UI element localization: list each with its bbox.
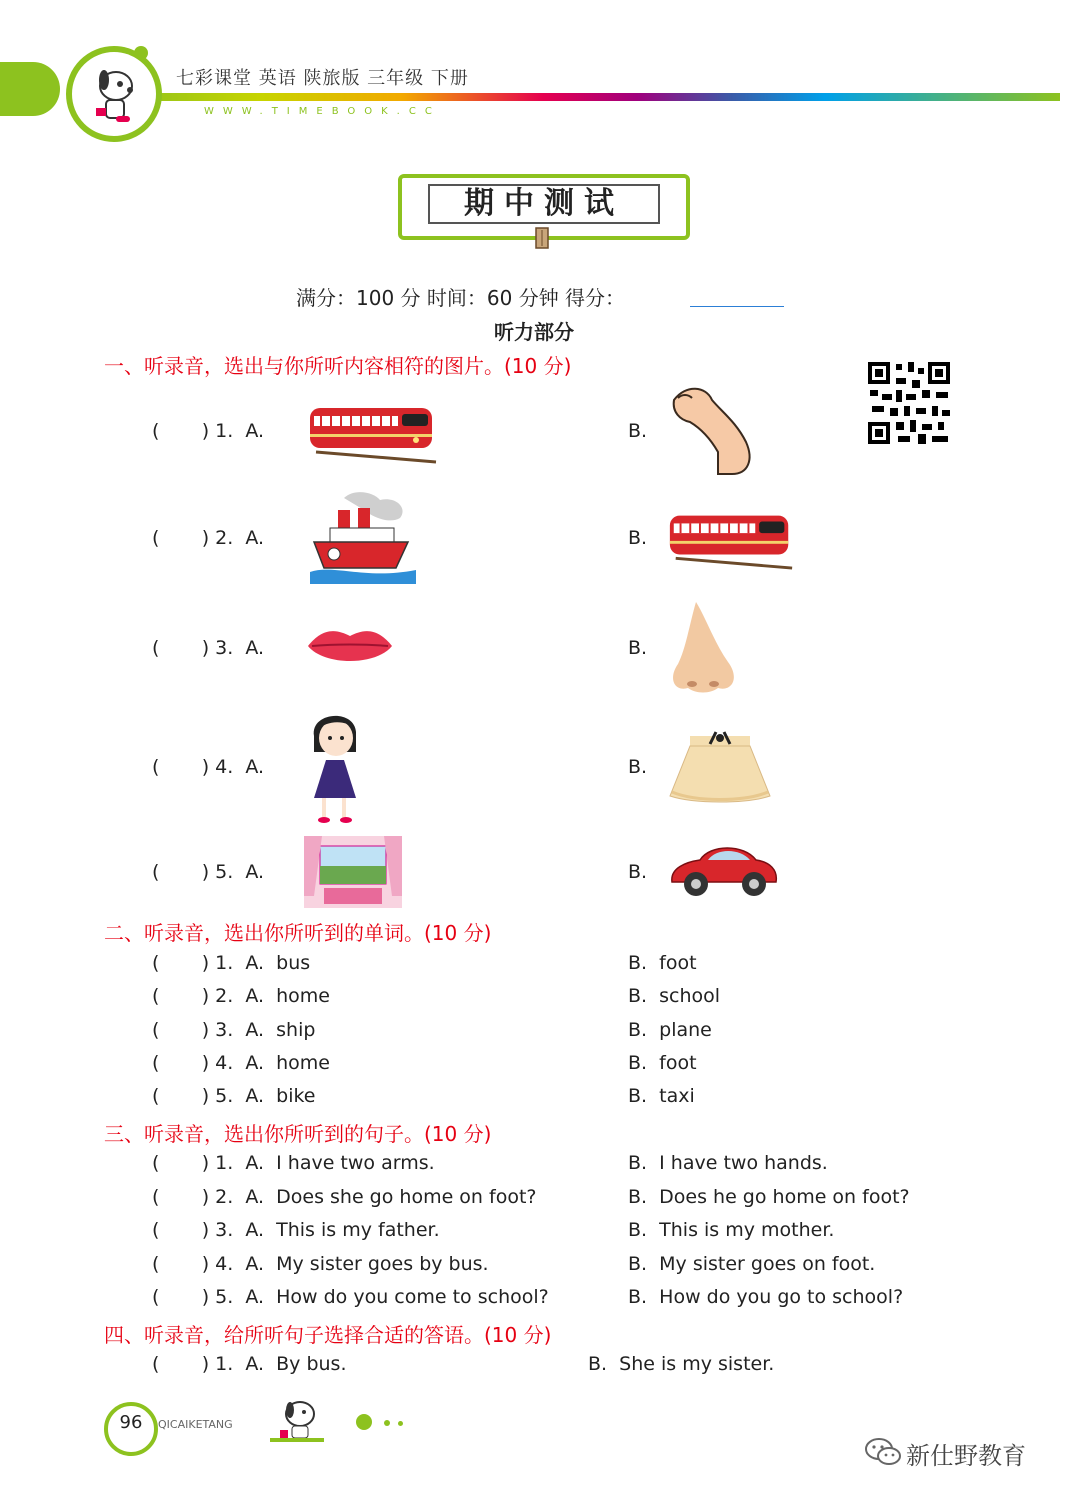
section4-heading: 四、听录音，给所听句子选择合适的答语。(10 分) [104, 1323, 552, 1347]
s2-q5: ( ) 5. A. bike [152, 1085, 316, 1107]
s1-q5-b-label: B. [628, 861, 648, 883]
s1-q1-b-label: B. [628, 420, 648, 442]
pin-icon [528, 226, 556, 252]
wechat-account-name: 新仕野教育 [906, 1442, 1026, 1470]
footer-dot-medium [384, 1420, 390, 1426]
s2-q5-b: B. taxi [628, 1085, 695, 1107]
header-dot [134, 46, 148, 60]
s2-q2: ( ) 2. A. home [152, 985, 330, 1007]
train-image [666, 502, 796, 572]
section2-heading: 二、听录音，选出你所听到的单词。(10 分) [104, 921, 492, 945]
section1-heading: 一、听录音，选出与你所听内容相符的图片。(10 分) [104, 354, 572, 378]
s3-q2: ( ) 2. A. Does she go home on foot? [152, 1186, 537, 1208]
s3-q4-b: B. My sister goes on foot. [628, 1253, 876, 1275]
s2-q1: ( ) 1. A. bus [152, 952, 311, 974]
score-line: 满分：100 分 时间：60 分钟 得分： [296, 286, 626, 310]
s1-q3-label: ( ) 3. A. [152, 637, 265, 659]
room-image [304, 836, 402, 908]
s2-q1-b: B. foot [628, 952, 697, 974]
s4-q1: ( ) 1. A. By bus. [152, 1353, 347, 1375]
s3-q2-b: B. Does he go home on foot? [628, 1186, 910, 1208]
s1-q2-b-label: B. [628, 527, 648, 549]
s4-q1-b: B. She is my sister. [588, 1353, 775, 1375]
s1-q3-b-label: B. [628, 637, 648, 659]
dog-mascot-icon [266, 1396, 328, 1448]
s2-q2-b: B. school [628, 985, 721, 1007]
header-rainbow-bar [120, 93, 1060, 101]
section3-heading: 三、听录音，选出你所听到的句子。(10 分) [104, 1122, 492, 1146]
s3-q1-b: B. I have two hands. [628, 1152, 828, 1174]
score-blank[interactable] [690, 306, 784, 307]
car-image [666, 838, 780, 904]
girl-image [304, 706, 366, 826]
s1-q2-label: ( ) 2. A. [152, 527, 265, 549]
footer-dot-large [356, 1414, 372, 1430]
header-tab [0, 62, 60, 116]
website-url: WWW.TIMEBOOK.CC [204, 106, 441, 117]
s2-q3: ( ) 3. A. ship [152, 1019, 316, 1041]
ship-image [304, 488, 422, 588]
footer-brand: QICAIKETANG [158, 1418, 233, 1431]
s1-q5-label: ( ) 5. A. [152, 861, 265, 883]
skirt-image [666, 728, 774, 806]
s3-q5: ( ) 5. A. How do you come to school? [152, 1286, 549, 1308]
mouth-image [304, 622, 396, 672]
arm-image [666, 382, 758, 478]
qr-code-icon [866, 360, 952, 446]
train-image [306, 396, 440, 464]
s1-q4-label: ( ) 4. A. [152, 756, 265, 778]
part-label: 听力部分 [494, 320, 574, 344]
wechat-icon [864, 1436, 902, 1468]
s3-q4: ( ) 4. A. My sister goes by bus. [152, 1253, 489, 1275]
s2-q3-b: B. plane [628, 1019, 712, 1041]
exam-title: 期中测试 [464, 186, 624, 221]
s3-q3-b: B. This is my mother. [628, 1219, 835, 1241]
nose-image [662, 598, 744, 698]
page-number: 96 [119, 1412, 143, 1433]
s1-q4-b-label: B. [628, 756, 648, 778]
s3-q3: ( ) 3. A. This is my father. [152, 1219, 440, 1241]
mascot-badge [66, 46, 162, 142]
s3-q5-b: B. How do you go to school? [628, 1286, 904, 1308]
dog-mascot-icon [72, 52, 156, 136]
footer-dot-small [398, 1421, 403, 1426]
s1-q1-label: ( ) 1. A. [152, 420, 265, 442]
s3-q1: ( ) 1. A. I have two arms. [152, 1152, 435, 1174]
s2-q4-b: B. foot [628, 1052, 697, 1074]
s2-q4: ( ) 4. A. home [152, 1052, 330, 1074]
series-title: 七彩课堂 英语 陕旅版 三年级 下册 [176, 68, 469, 89]
